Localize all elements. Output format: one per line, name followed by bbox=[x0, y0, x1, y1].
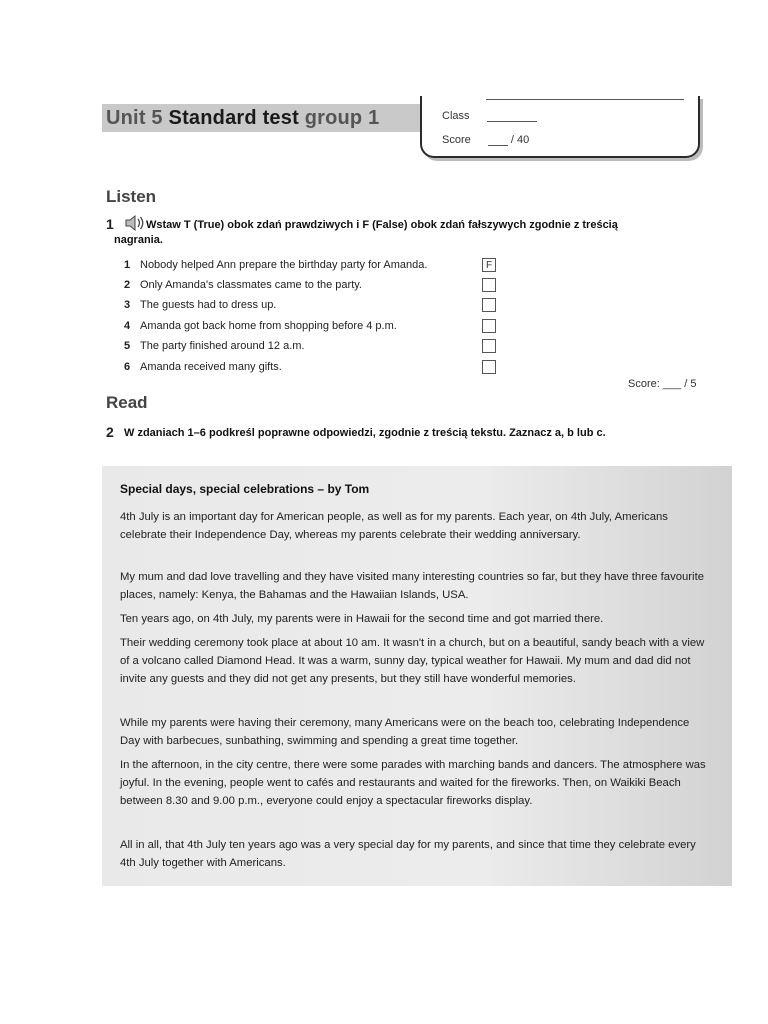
statement-number: 5 bbox=[124, 340, 131, 352]
passage-paragraph: 4th July is an important day for American people, as well as for my parents. Each year, on 4th July, Americans celebrate their Independence Day, whereas my parents celebrate their wedding anniversary. bbox=[120, 511, 668, 541]
statement-text: The party finished around 12 a.m. bbox=[140, 340, 305, 352]
speaker-icon[interactable] bbox=[124, 214, 146, 232]
statement-row bbox=[124, 320, 397, 332]
class-label: Class bbox=[442, 110, 470, 122]
name-row bbox=[442, 88, 684, 100]
page-title bbox=[106, 106, 379, 130]
score-label: Score bbox=[442, 134, 471, 146]
statement-number: 1 bbox=[124, 259, 131, 271]
class-field[interactable] bbox=[487, 111, 537, 122]
passage-paragraph: My mum and dad love travelling and they have visited many interesting countries so far, but they have three favourite places, namely: Kenya, the Bahamas and the Hawaiian Islands, USA. bbox=[120, 571, 704, 601]
score-total: / 40 bbox=[510, 134, 530, 146]
statement-number: 3 bbox=[124, 299, 131, 311]
statement-row bbox=[124, 279, 362, 291]
task2-instruction: W zdaniach 1–6 podkreśl poprawne odpowiedzi, zgodnie z treścią tekstu. Zaznacz a, b lub c. bbox=[124, 427, 606, 439]
statement-row bbox=[124, 259, 427, 271]
statement-row bbox=[124, 340, 304, 352]
task1-instruction: Wstaw T (True) obok zdań prawdziwych i F (False) obok zdań fałszywych zgodnie z treścią bbox=[146, 219, 618, 231]
statement-text: Only Amanda's classmates came to the party. bbox=[140, 279, 362, 291]
answer-box[interactable] bbox=[482, 339, 496, 353]
score-row bbox=[442, 134, 529, 146]
answer-box[interactable]: F bbox=[482, 258, 496, 272]
listen-score: Score: ___ / 5 bbox=[628, 378, 697, 390]
statement-text: Amanda got back home from shopping before 4 p.m. bbox=[140, 320, 397, 332]
class-row bbox=[442, 110, 537, 122]
answer-box[interactable] bbox=[482, 298, 496, 312]
passage-paragraph: While my parents were having their ceremony, many Americans were on the beach too, celebrating Independence Day with barbecues, sunbathing, swimming and spending a great time together. bbox=[120, 717, 690, 747]
statement-row bbox=[124, 361, 282, 373]
answer-box[interactable] bbox=[482, 319, 496, 333]
statement-number: 2 bbox=[124, 279, 131, 291]
passage-paragraph: All in all, that 4th July ten years ago was a very special day for my parents, and since that time they celebrate every 4th July together with Americans. bbox=[120, 839, 696, 869]
statement-row bbox=[124, 299, 276, 311]
answer-box[interactable] bbox=[482, 360, 496, 374]
passage-paragraph: Ten years ago, on 4th July, my parents were in Hawaii for the second time and got married there. bbox=[120, 613, 604, 625]
task1-number: 1 bbox=[106, 216, 114, 232]
statement-text: The guests had to dress up. bbox=[140, 299, 277, 311]
statement-number: 6 bbox=[124, 361, 131, 373]
statement-text: Nobody helped Ann prepare the birthday party for Amanda. bbox=[140, 259, 428, 271]
answer-box[interactable] bbox=[482, 278, 496, 292]
title-main: Standard test bbox=[168, 107, 299, 129]
statement-number: 4 bbox=[124, 320, 131, 332]
reading-passage bbox=[102, 466, 732, 886]
passage-paragraph: Their wedding ceremony took place at about 10 am. It wasn't in a church, but on a beautiful, sandy beach with a view of a volcano called Diamond Head. It was a warm, sunny day, typical weather for Hawaii. My mum and dad did not invite any guests and they did not get any presents, but they still have wonderful memories. bbox=[120, 637, 705, 685]
task2-number: 2 bbox=[106, 424, 114, 440]
task1-instruction-cont: nagrania. bbox=[114, 234, 163, 246]
listen-heading: Listen bbox=[106, 187, 157, 206]
student-info-box bbox=[420, 96, 700, 158]
passage-title: Special days, special celebrations – by Tom bbox=[120, 482, 370, 496]
title-group: group 1 bbox=[304, 107, 380, 129]
statement-text: Amanda received many gifts. bbox=[140, 361, 282, 373]
title-unit: Unit 5 bbox=[106, 107, 163, 129]
name-field[interactable] bbox=[486, 89, 684, 100]
passage-paragraph: In the afternoon, in the city centre, there were some parades with marching bands and dancers. The atmosphere was joyful. In the evening, people went to cafés and restaurants and waited for the fireworks. Then, on Waikiki Beach between 8.30 and 9.00 p.m., everyone could enjoy a spectacular fireworks display. bbox=[120, 759, 706, 807]
score-field[interactable] bbox=[488, 135, 508, 146]
read-heading: Read bbox=[106, 393, 148, 412]
